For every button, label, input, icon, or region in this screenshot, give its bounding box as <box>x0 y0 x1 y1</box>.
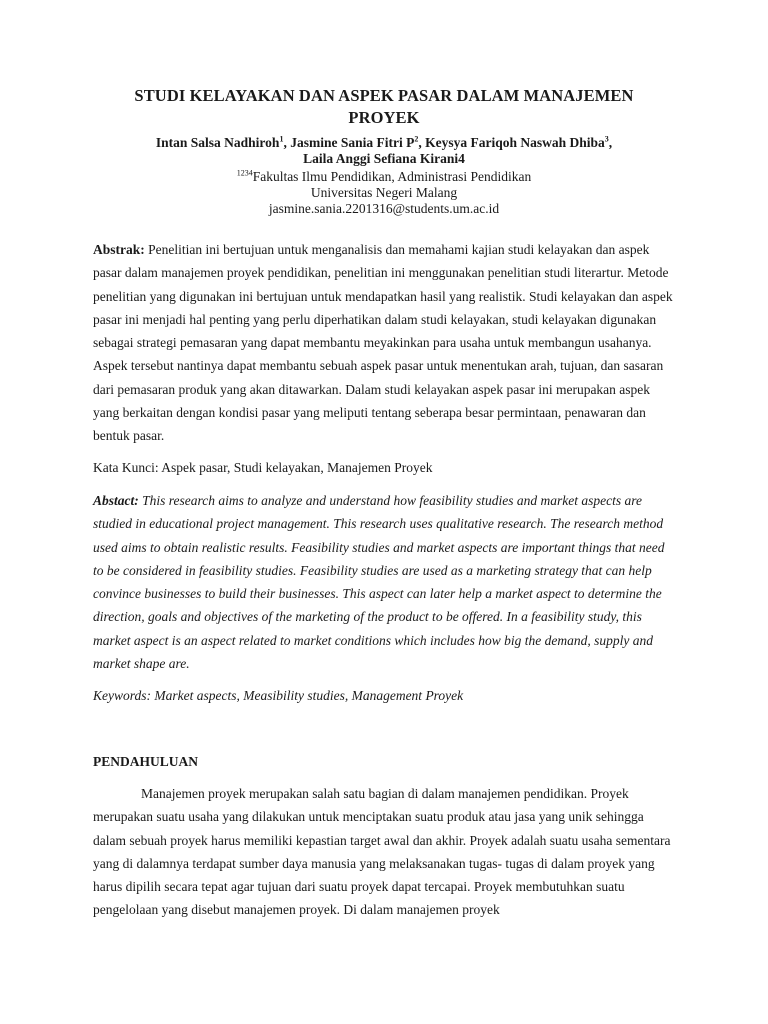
title-line-1: STUDI KELAYAKAN DAN ASPEK PASAR DALAM MANAJEMEN <box>134 86 634 105</box>
affiliation-faculty <box>100 169 668 185</box>
abstract-label: Abstact: <box>93 493 139 508</box>
author-name: Keysya Fariqoh Naswah Dhiba <box>425 135 605 150</box>
keywords: Keywords: Market aspects, Measibility studies, Management Proyek <box>93 688 464 703</box>
author-name: Intan Salsa Nadhiroh <box>155 135 280 150</box>
author-line-1: Intan Salsa Nadhiroh$^1$, Jasmine Sania Fitri $P^2$, Keysya Fariqoh Naswah Dhiba$^3$, <box>155 134 613 150</box>
university-name: Universitas Negeri Malang <box>310 185 458 200</box>
author-list <box>100 135 668 167</box>
author-affil-marker: 2 <box>414 134 419 144</box>
kata-kunci: Kata Kunci: Aspek pasar, Studi kelayakan, Manajemen Proyek <box>93 460 433 475</box>
abstrak-text: Penelitian ini bertujuan untuk menganalisis dan memahami kajian studi kelayakan dan aspek pasar dalam manajemen proyek pendidikan, penelitian ini menggunakan penelitian studi literartur. Metode penelitian yang digunakan ini bertujuan untuk mendapatkan hasil yang realistik. Studi kelayakan dan aspek pasar ini menjadi hal penting yang perlu diperhatikan dalam studi kelayakan, studi kelayakan digunakan sebagai strategi pemasaran yang dapat membantu meyakinkan para usaha untuk membangun usahanya. Aspek tersebut nantinya dapat membantu sebuah aspek pasar untuk menentukan arah, tujuan, dan sasaran dari pemasaran produk yang akan ditawarkan. Dalam studi kelayakan aspek pasar ini merupakan aspek yang berkaitan dengan kondisi pasar yang meliputi tentang seberapa besar permintaan, penawaran dan bentuk pasar. <box>93 242 673 444</box>
author-line-2 <box>100 151 668 167</box>
section-heading: PENDAHULUAN <box>93 754 199 769</box>
author-affil-marker: 1 <box>279 134 284 144</box>
abstract-text: This research aims to analyze and understand how feasibility studies and market aspects are studied in educational project management. This research uses qualitative research. The research method used aims to obtain realistic results. Feasibility studies and market aspects are important things that need to be considered in feasibility studies. Feasibility studies are used as a marketing strategy that can help convince businesses to build their businesses. This aspect can later help a market aspect to determine the direction, goals and objectives of the marketing of the product to be offered. In a feasibility study, this market aspect is an aspect related to market conditions which includes how big the demand, supply and market shape are. <box>93 493 665 672</box>
author-name: Laila Anggi Sefiana Kirani4 <box>303 151 465 166</box>
affiliation <box>100 169 668 217</box>
author-name: Jasmine Sania Fitri P <box>290 135 415 150</box>
author-affil-marker: 3 <box>604 134 609 144</box>
abstrak-paragraph <box>93 238 678 448</box>
intro-paragraph: Manajemen proyek merupakan salah satu bagian di dalam manajemen pendidikan. Proyek merupakan suatu usaha yang dilakukan untuk menciptakan suatu produk atau jasa yang unik sehingga dalam sebuah proyek harus memiliki kepastian target awal dan akhir. Proyek adalah suatu usaha sementara yang di dalamnya terdapat sumber daya manusia yang melaksanakan tugas- tugas di dalam proyek yang harus dipilih secara tepat agar tujuan dari suatu proyek dapat tercapai. Proyek membutuhkan suatu pengelolaan yang disebut manajemen proyek. Di dalam manajemen proyek <box>93 786 671 918</box>
faculty-name: Fakultas Ilmu Pendidikan, Administrasi Pendidikan <box>252 169 532 184</box>
abstract-paragraph <box>93 489 678 675</box>
title-line-2: PROYEK <box>348 108 420 127</box>
paper-title <box>100 85 668 129</box>
affiliation-marker: 1234 <box>236 168 253 178</box>
author-email: jasmine.sania.2201316@students.um.ac.id <box>268 201 500 216</box>
abstrak-label: Abstrak: <box>93 242 145 257</box>
